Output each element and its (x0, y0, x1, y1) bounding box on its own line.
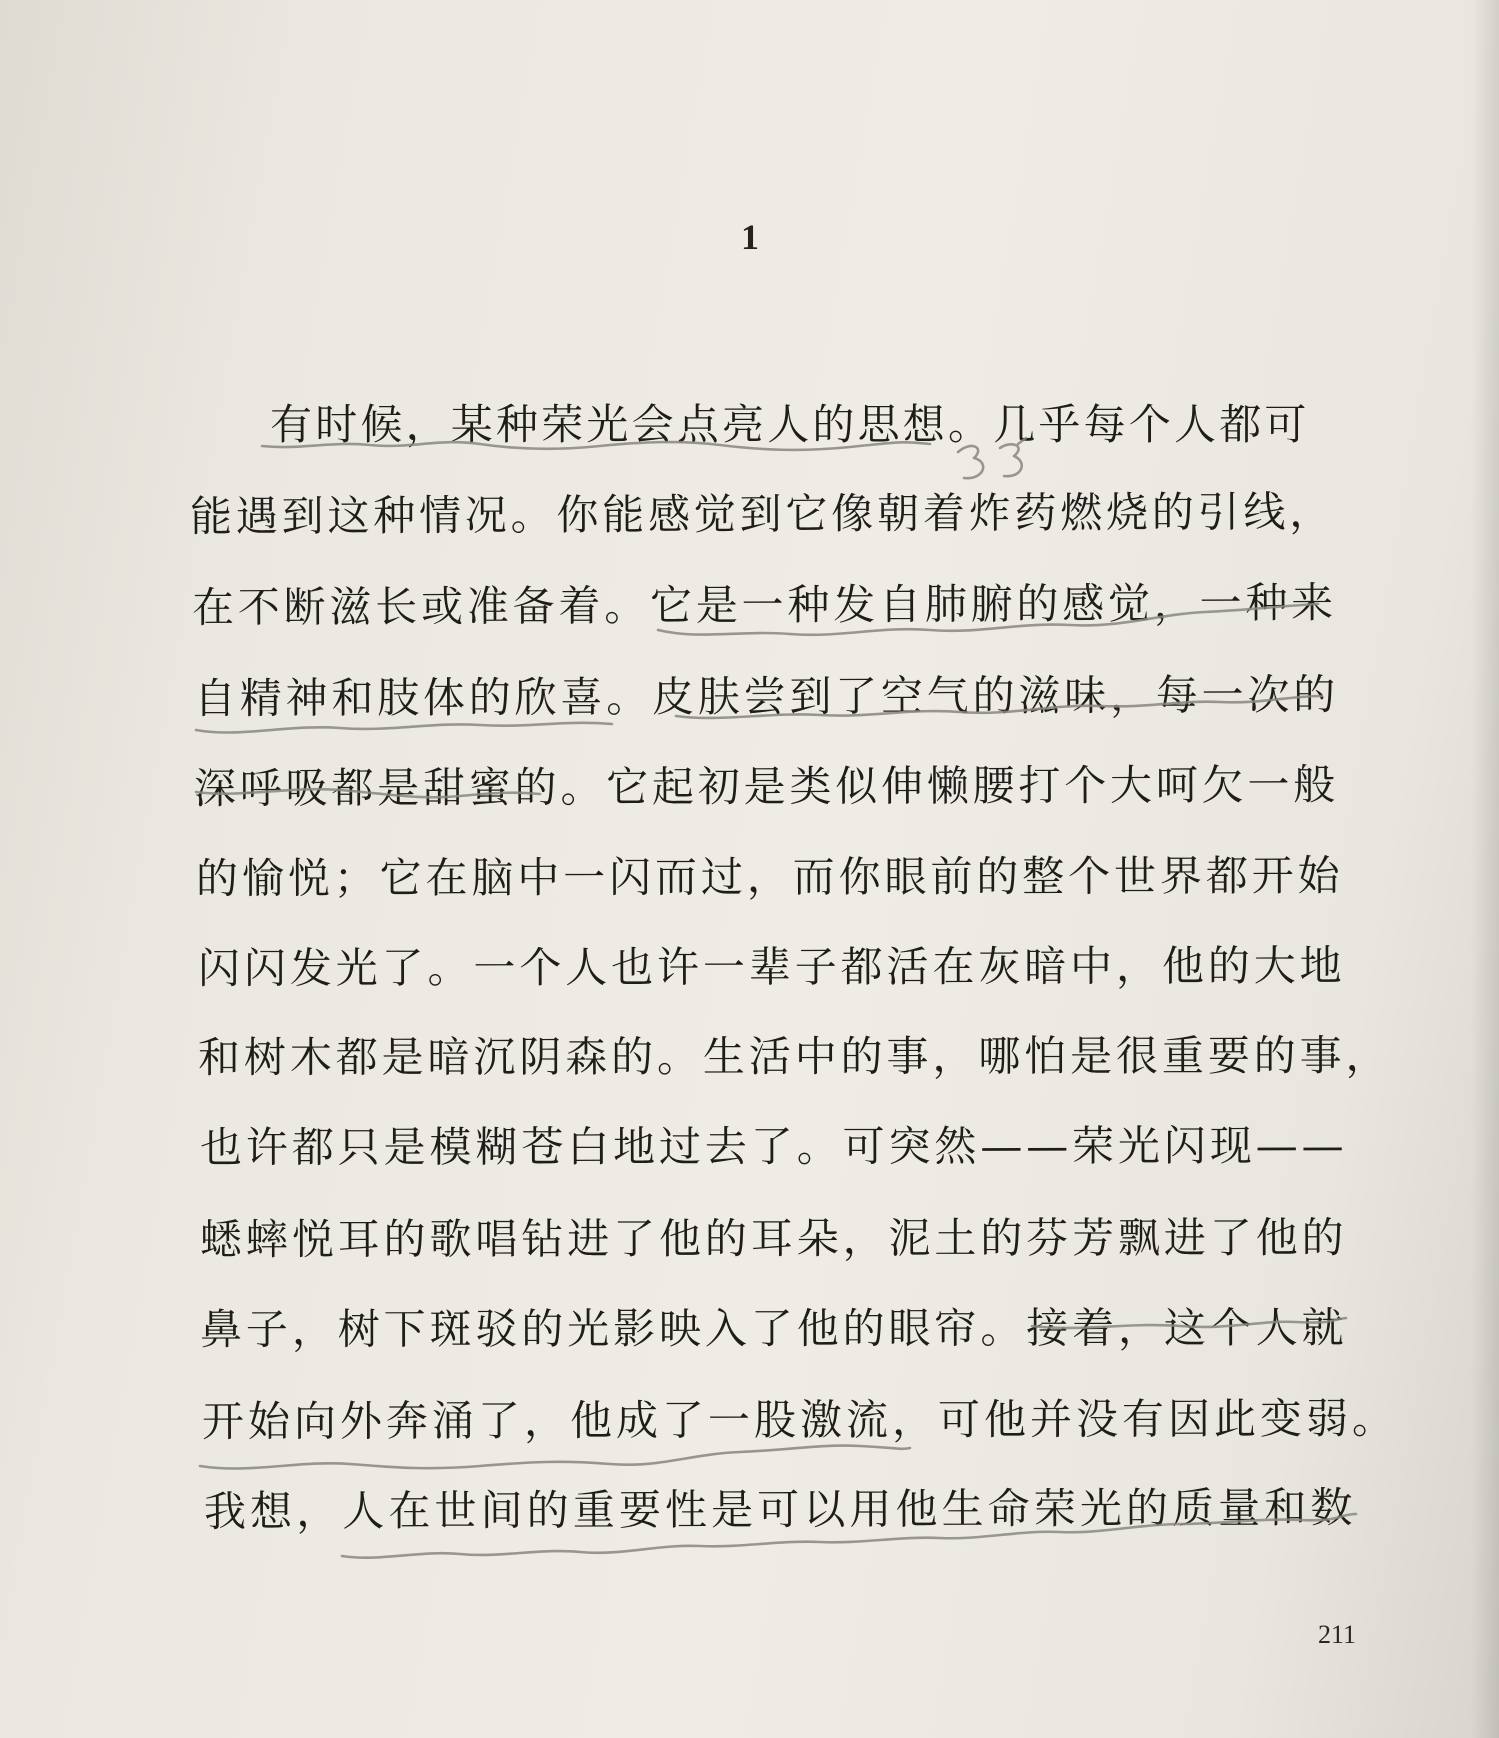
text-line-8: 和树木都是暗沉阴森的。生活中的事，哪怕是很重要的事， (197, 1030, 1392, 1082)
text-line-4: 自精神和肢体的欣喜。皮肤尝到了空气的滋味，每一次的 (193, 670, 1340, 723)
text-line-2: 能遇到这种情况。你能感觉到它像朝着炸药燃烧的引线， (189, 487, 1336, 541)
chapter-number: 1 (741, 217, 759, 257)
text-line-11: 鼻子，树下斑驳的光影映入了他的眼帘。接着，这个人就 (199, 1302, 1348, 1354)
text-line-5: 深呼吸都是甜蜜的。它起初是类似伸懒腰打个大呵欠一般 (193, 760, 1340, 813)
text-line-9: 也许都只是模糊苍白地过去了。可突然——荣光闪现—— (199, 1120, 1348, 1172)
text-line-1: 有时候，某种荣光会点亮人的思想。几乎每个人都可 (270, 400, 1310, 449)
text-line-13: 我想，人在世间的重要性是可以用他生命荣光的质量和数 (203, 1482, 1357, 1536)
text-line-10: 蟋蟀悦耳的歌唱钻进了他的耳朵，泥土的芬芳飘进了他的 (199, 1212, 1348, 1264)
text-line-12: 开始向外奔涌了，他成了一股激流，可他并没有因此变弱。 (201, 1393, 1399, 1446)
page-edge-shadow (1471, 0, 1499, 1738)
page-number: 211 (1318, 1620, 1357, 1649)
text-line-6: 的愉悦；它在脑中一闪而过，而你眼前的整个世界都开始 (195, 850, 1344, 903)
text-line-3: 在不断滋长或准备着。它是一种发自肺腑的感觉，一种来 (191, 578, 1338, 632)
text-line-7: 闪闪发光了。一个人也许一辈子都活在灰暗中，他的大地 (197, 940, 1346, 993)
